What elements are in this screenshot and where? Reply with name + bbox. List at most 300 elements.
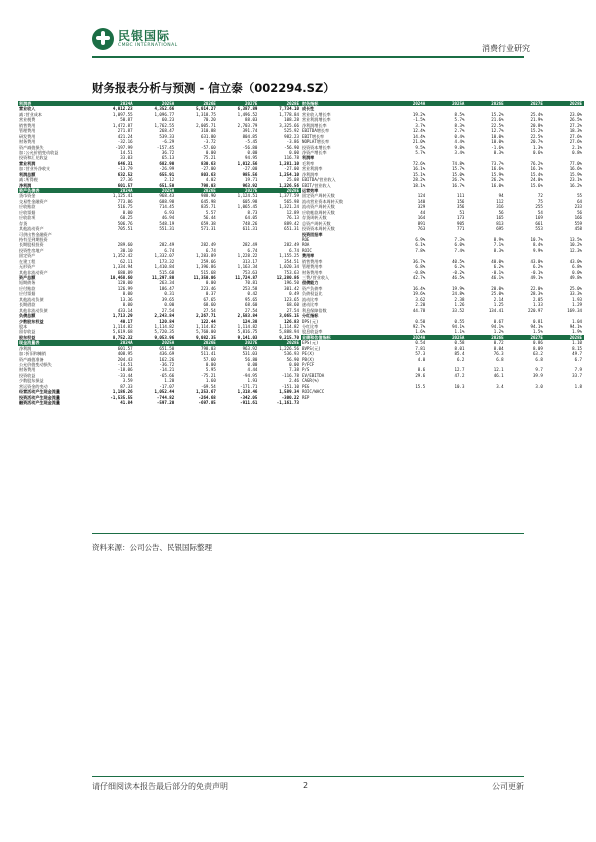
cell-value: 282.49 — [200, 242, 216, 248]
cell-value: -1.6% — [491, 144, 504, 150]
row-label: 减:营业成本 — [19, 111, 42, 117]
cell-value: 651.50 — [159, 182, 175, 188]
cell-value: 1,097.55 — [112, 111, 133, 117]
row-label: 长期借款 — [19, 302, 36, 308]
row-label: 财务费用 — [19, 367, 36, 373]
cell-value: 56 — [498, 209, 504, 215]
cell-value: 982.23 — [284, 133, 299, 139]
row-label: 毛利率 — [302, 160, 315, 166]
cell-value: 525.92 — [284, 128, 299, 134]
cell-value — [466, 395, 505, 400]
cell-value: 3.0 — [535, 383, 543, 389]
cell-value: 36.7% — [412, 258, 426, 264]
cell-value: 6.8 — [535, 356, 543, 362]
cell-value: 8.73 — [247, 209, 258, 215]
cell-value: 44.78 — [412, 307, 426, 313]
cell-value: 94 — [498, 193, 504, 199]
cell-value: 0.00 — [164, 302, 175, 308]
cell-value: 1,114.82 — [154, 323, 175, 329]
cell-value: 0.86 — [532, 340, 543, 346]
cell-value: 9.8% — [454, 144, 465, 150]
row-label: 加:公允价值变动收益 — [19, 149, 59, 155]
cell-value: 2026E — [203, 340, 216, 346]
cell-value: 41.84 — [120, 400, 133, 406]
cell-value: -3.86 — [286, 139, 299, 145]
row-label: 负债权益比 — [302, 291, 323, 297]
cell-value: 0.42 — [247, 291, 258, 297]
cell-value: 10.7% — [530, 236, 543, 242]
cell-value: 6.8 — [496, 356, 504, 362]
cell-value: 16.2% — [569, 182, 583, 188]
cell-value: -27.00 — [242, 166, 258, 172]
row-label: 营运资金的变动 — [19, 383, 48, 389]
cell-value: 968.43 — [159, 193, 175, 199]
cell-value: -3.72 — [203, 139, 216, 145]
cell-value: 2024A — [412, 101, 426, 106]
cell-value: 24.0% — [530, 177, 543, 183]
cell-value: 539.33 — [159, 133, 175, 139]
cell-value: 27.36 — [120, 177, 133, 183]
cell-value: 6.93 — [164, 209, 175, 215]
cell-value: 1.29 — [572, 302, 583, 308]
cell-value: -911.61 — [240, 400, 258, 406]
row-label: 净利润增长率 — [302, 122, 327, 128]
cell-value: -116.78 — [281, 372, 299, 378]
cell-value: 1,226.56 — [279, 345, 299, 351]
cell-value: 253.58 — [242, 285, 258, 291]
row-label: 少数股东损益 — [19, 378, 44, 384]
cell-value: 2024A — [120, 340, 133, 346]
row-label: 流动比率 — [302, 296, 319, 302]
cell-value: 27.6% — [569, 139, 583, 145]
cell-value: 6.74 — [247, 247, 258, 253]
cell-value: -744.82 — [156, 394, 175, 400]
row-label: 管理费用率 — [302, 264, 323, 270]
cell-value: 271.87 — [117, 128, 133, 134]
row-label: P/S — [302, 367, 310, 373]
cell-value: 0.0% — [572, 269, 583, 275]
cell-value: 60.23 — [161, 117, 175, 123]
cell-value: 70.81 — [245, 280, 258, 286]
cell-value: 173.32 — [159, 258, 175, 264]
logo — [92, 27, 178, 51]
cell-value: 12.1 — [493, 367, 504, 373]
cell-value: 94.1% — [452, 323, 465, 329]
cell-value: -300.22 — [281, 394, 299, 400]
cell-value: 27.6% — [569, 133, 583, 139]
cell-value: 11,724.87 — [235, 275, 258, 280]
cell-value: -0.1% — [491, 269, 504, 275]
cell-value: -6.29 — [161, 139, 175, 145]
cell-value: 15.4% — [530, 171, 543, 177]
cell-value: 22.0% — [530, 285, 543, 291]
row-label: 公允价值变动损失 — [19, 362, 52, 367]
cell-value: 1,472.87 — [112, 122, 133, 128]
cell-value: 3,325.66 — [279, 122, 299, 128]
cell-value: -697.85 — [198, 400, 216, 406]
cell-value: 2026E — [491, 334, 504, 340]
row-label: 流动营业资本周转天数 — [302, 198, 343, 204]
cell-value: 46.1 — [493, 372, 504, 378]
cell-value: -57.60 — [200, 144, 216, 150]
cell-value: 18.3% — [569, 128, 583, 134]
cell-value: 54 — [537, 209, 543, 215]
page-number: 2 — [303, 781, 309, 790]
cell-value: 605.98 — [242, 198, 258, 204]
cell-value: 120.84 — [159, 318, 175, 324]
cell-value: 16.1% — [530, 166, 543, 172]
cell-value: 889.42 — [284, 220, 299, 226]
row-label: 应收账款 — [19, 204, 36, 210]
cell-value: 0.50 — [415, 318, 426, 324]
cell-value: 2028E — [569, 101, 583, 106]
cell-value: 68.60 — [286, 302, 299, 308]
row-label: 其他流动资产 — [19, 226, 44, 232]
cell-value: 7.9 — [574, 367, 583, 373]
cell-value: -27.00 — [284, 166, 299, 172]
cell-value: 70.20 — [203, 117, 216, 123]
row-label: NOPLAT增长率 — [302, 139, 330, 145]
cell-value: 14.4% — [412, 133, 426, 139]
cell-value: -65.66 — [159, 372, 175, 378]
cell-value: 18.1% — [412, 182, 426, 188]
row-label: 持有至到期投资 — [19, 236, 48, 242]
cell-value: 6.7 — [574, 356, 583, 362]
cell-value: 43.0% — [569, 258, 583, 264]
cell-value: 680.89 — [117, 269, 133, 275]
row-label: 负债总额 — [19, 313, 36, 319]
cell-value: 25.0% — [569, 285, 583, 291]
cell-value: 68.60 — [203, 302, 216, 308]
cell-value: 57.3 — [415, 351, 426, 357]
cell-value: 282.49 — [159, 242, 175, 248]
cell-value: 553 — [535, 226, 543, 232]
cell-value: 1,228.22 — [237, 253, 258, 259]
cell-value: 39.9 — [532, 372, 543, 378]
cell-value: 64.05 — [245, 215, 258, 221]
cell-value: 46.94 — [161, 215, 175, 221]
row-label: 股息收益率 — [302, 329, 323, 335]
row-label: 营业税费 — [19, 117, 36, 123]
row-label: 投资性房地产 — [19, 247, 44, 253]
cell-value: 1,496.52 — [237, 111, 258, 117]
cell-value: 1,125.41 — [112, 193, 133, 199]
cell-value: 13.5% — [569, 236, 583, 242]
cell-value: 289.60 — [117, 242, 133, 248]
cell-value: 7.3% — [454, 236, 465, 242]
cell-value: 8.4% — [532, 242, 543, 248]
cell-value: 120.00 — [117, 280, 133, 286]
cell-value: 1.10 — [572, 340, 583, 346]
cell-value: 0.00 — [122, 209, 133, 215]
cell-value: 8.15 — [572, 345, 583, 351]
cell-value: -0.2% — [452, 269, 465, 275]
logo-name: 民银国际 — [118, 28, 171, 43]
cell-value: 1,163.34 — [237, 264, 258, 270]
cell-value: 15.0% — [452, 171, 465, 177]
cell-value: 10.2% — [569, 242, 583, 248]
cell-value: 4,012.23 — [112, 106, 133, 112]
cell-value: 2.46 — [289, 378, 299, 384]
cell-value: 6.74 — [289, 247, 299, 253]
cell-value: 835.71 — [200, 204, 216, 210]
cell-value: 659.38 — [200, 220, 216, 226]
cell-value: 516.75 — [117, 204, 133, 210]
cell-value: 688.98 — [159, 198, 175, 204]
row-label: 应收帐款周转天数 — [302, 209, 335, 215]
cell-value: 798.03 — [200, 345, 216, 351]
cell-value — [545, 395, 584, 400]
cell-value: 16.6% — [491, 166, 504, 172]
cell-value: 1.93 — [247, 378, 258, 384]
row-label: 营业收入增长率 — [302, 111, 331, 117]
cell-value: 4.0 — [417, 356, 426, 362]
cell-value: 1,012.56 — [237, 160, 258, 166]
cell-value: 112 — [496, 198, 504, 204]
cell-value: 7.1% — [493, 242, 504, 248]
cell-value: 8.5% — [454, 111, 465, 117]
cell-value: 134.41 — [488, 307, 504, 313]
row-label: 净利润 — [19, 182, 32, 188]
row-label: 业绩和估值指标 — [302, 334, 331, 340]
cell-value: 12,280.86 — [276, 275, 299, 280]
cell-value: 8.01 — [454, 345, 465, 351]
cell-value: 1,778.84 — [279, 111, 299, 117]
cell-value: 6.9% — [415, 236, 426, 242]
row-label: 现金流量表 — [19, 340, 40, 346]
cell-value: 6.74 — [205, 247, 216, 253]
cell-value: 1,155.25 — [279, 253, 299, 259]
cell-value: 282.49 — [242, 242, 258, 248]
cell-value: 0.49 — [289, 291, 299, 297]
cell-value: 13.36 — [120, 296, 133, 302]
cell-value: 6.74 — [164, 247, 175, 253]
cell-value: 695 — [496, 226, 504, 232]
cell-value: -18.06 — [117, 367, 133, 373]
cell-value: 0.00 — [205, 362, 216, 367]
cell-value: 714.45 — [159, 204, 175, 210]
cell-value — [506, 395, 545, 400]
cell-value: 19.6% — [412, 291, 426, 297]
row-label: 净资产增长率 — [302, 149, 327, 155]
cell-value: 356 — [457, 204, 465, 210]
cell-value: 2028E — [286, 340, 299, 346]
cell-value: 645.98 — [200, 198, 216, 204]
cell-value: -75.21 — [200, 372, 216, 378]
row-label: EPS(元) — [302, 340, 319, 346]
cell-value: 46.1% — [491, 275, 504, 280]
cell-value: 2.14 — [493, 296, 504, 302]
cell-value: 1.60 — [205, 378, 216, 384]
cell-value: 65.13 — [161, 155, 175, 161]
cell-value: 421.24 — [117, 133, 133, 139]
cell-value: 42.7% — [412, 275, 426, 280]
cell-value: 1,020.34 — [279, 264, 299, 270]
cell-value: 531.03 — [242, 351, 258, 357]
row-label: 利润总额 — [19, 171, 36, 177]
cell-value: 64 — [577, 198, 583, 204]
cell-value: 5.7% — [454, 117, 465, 123]
cell-value: 753.63 — [242, 269, 258, 275]
cell-value: 196.50 — [284, 280, 299, 286]
cell-value: 1,114.82 — [112, 323, 133, 329]
cell-value: 408.95 — [117, 351, 133, 357]
cell-value: 3.62 — [415, 296, 426, 302]
cell-value: 963.92 — [242, 345, 258, 351]
cell-value: 5,619.68 — [112, 329, 133, 335]
cell-value: 0.00 — [289, 362, 299, 367]
cell-value: 21.6% — [491, 117, 504, 123]
row-label: 利息保障倍数 — [302, 307, 327, 313]
cell-value: 140 — [417, 198, 426, 204]
cell-value: 6.2 — [457, 356, 465, 362]
row-label: 管理费用 — [19, 128, 36, 134]
cell-value: 63.2 — [532, 351, 543, 357]
cell-value: 33.03 — [120, 155, 133, 161]
cell-value: -151.10 — [281, 383, 299, 389]
cell-value: 1,318.46 — [237, 389, 258, 395]
cell-value: 6.1% — [415, 242, 426, 248]
row-label: 加:折旧和摊销 — [19, 351, 47, 357]
cell-value: 1,377.59 — [279, 193, 299, 199]
cell-value: 23.1% — [569, 177, 583, 183]
row-label: 投资和汇兑收益 — [19, 155, 48, 161]
cell-value: 23.0% — [569, 111, 583, 117]
cell-value: 12.7% — [491, 128, 504, 134]
row-label: 销售费用率 — [302, 258, 323, 264]
cell-value: 1.93 — [572, 296, 583, 302]
cell-value: 27.54 — [161, 307, 175, 313]
cell-value: 16.6% — [569, 166, 583, 172]
cell-value: 2027E — [245, 340, 258, 346]
cell-value: -14.51 — [117, 362, 133, 367]
cell-value: 1,321.24 — [279, 204, 299, 210]
cell-value: 515.68 — [200, 269, 216, 275]
cell-value: 5,760.00 — [196, 329, 216, 335]
cell-value: -36.72 — [159, 362, 175, 367]
cell-value: 2027E — [245, 188, 258, 193]
cell-value: 25.08 — [286, 177, 299, 183]
row-label: 投资活动产生现金流量 — [19, 394, 60, 400]
row-label: 留存收益 — [19, 329, 36, 335]
cell-value: 169 — [535, 215, 543, 221]
row-label: 其他非流动资产 — [19, 269, 48, 275]
cell-value: 40.17 — [120, 318, 133, 324]
cell-value: 2,267.71 — [196, 313, 216, 319]
cell-value: 310.88 — [200, 128, 216, 134]
cell-value — [427, 395, 466, 400]
logo-subname: CMBC INTERNATIONAL — [118, 42, 178, 48]
cell-value: 2.38 — [454, 296, 465, 302]
row-label: EBITDA增长率 — [302, 128, 330, 134]
cell-value: 7.4% — [454, 247, 465, 253]
cell-value: 165 — [496, 215, 504, 221]
cell-value: 771 — [457, 226, 465, 232]
cell-value: 2,703.79 — [237, 122, 258, 128]
cell-value: -17.07 — [159, 383, 175, 389]
row-label: ROIC — [302, 247, 312, 253]
row-label: EBIT/营业收入 — [302, 182, 331, 188]
cell-value: 2025A — [452, 101, 465, 106]
row-label: 其他非流动负债 — [19, 307, 48, 313]
cell-value: 122.44 — [200, 318, 216, 324]
row-label: 营业利润 — [19, 160, 36, 166]
cell-value: 50.87 — [120, 117, 133, 123]
row-label: 资产负债率 — [302, 285, 323, 291]
cell-value: 9.9% — [532, 247, 543, 253]
cell-value: 44 — [420, 209, 426, 215]
cell-value: 5.7% — [415, 149, 426, 155]
cell-value: 36.72 — [161, 149, 175, 155]
cell-value: 116.78 — [284, 155, 299, 161]
cell-value: 1,065.45 — [237, 204, 258, 210]
cell-value: 1.04 — [572, 318, 583, 324]
cell-value: 651.50 — [159, 345, 175, 351]
source-divider — [92, 533, 524, 534]
cell-value: 16.7% — [452, 182, 465, 188]
cell-value: -69.54 — [200, 383, 216, 389]
cell-value: 329 — [417, 204, 426, 210]
cell-value: 646.31 — [117, 160, 133, 166]
row-label: EBITDA/营业收入 — [302, 177, 336, 183]
cell-value: 169.34 — [567, 307, 583, 313]
cell-value: 0.00 — [205, 149, 216, 155]
cell-value: 8,752.32 — [112, 334, 133, 340]
cell-value: 651.31 — [284, 226, 299, 232]
row-label: BVPS(元) — [302, 345, 321, 351]
cell-value: 1,254.10 — [279, 171, 299, 177]
cell-value: 1,124.51 — [237, 193, 258, 199]
cell-value: -597.20 — [156, 400, 175, 406]
row-label: 销售费用 — [19, 122, 36, 128]
cell-value: 11,297.80 — [152, 275, 175, 280]
cell-value: 0.55 — [454, 318, 465, 324]
cell-value: -26.99 — [159, 166, 175, 172]
cell-value: 611.31 — [242, 226, 258, 232]
cell-value: 204.43 — [117, 356, 133, 362]
row-label: 净利润 — [19, 345, 32, 351]
cell-value: 16.0% — [491, 182, 504, 188]
cell-value: -342.05 — [240, 394, 258, 400]
cell-value: 2027E — [530, 334, 543, 340]
cell-value: 798.03 — [200, 182, 216, 188]
cell-value: 2028E — [286, 101, 299, 106]
cell-value: 27.54 — [203, 307, 216, 313]
cell-value: 223.46 — [200, 285, 216, 291]
cell-value: 0.00 — [289, 149, 299, 155]
cell-value: 22.5% — [491, 122, 504, 128]
cell-value: 4.44 — [247, 367, 258, 373]
disclaimer-note: 请仔细阅读本报告最后部分的免责声明 — [92, 782, 228, 791]
cell-value: 255 — [535, 204, 543, 210]
row-label: 无形资产 — [19, 264, 36, 270]
cell-value: 316 — [496, 204, 504, 210]
cell-value: 12.4% — [412, 128, 426, 134]
cell-value: 571.31 — [200, 226, 216, 232]
cell-value: 1.33 — [532, 302, 543, 308]
cell-value: 803.63 — [200, 171, 216, 177]
row-label: 固定资产周转天数 — [302, 193, 335, 199]
cell-value: -1,161.73 — [276, 400, 299, 406]
cell-value: 68.60 — [245, 302, 258, 308]
cell-value: 2025A — [161, 101, 175, 106]
row-label: 总资产周转天数 — [302, 220, 331, 226]
cell-value: 24.8% — [452, 291, 465, 297]
cell-value: 1,352.42 — [112, 253, 133, 259]
cell-value: 49.1% — [530, 275, 543, 280]
cell-value: 43.0% — [530, 258, 543, 264]
cell-value: 220.97 — [528, 307, 543, 313]
